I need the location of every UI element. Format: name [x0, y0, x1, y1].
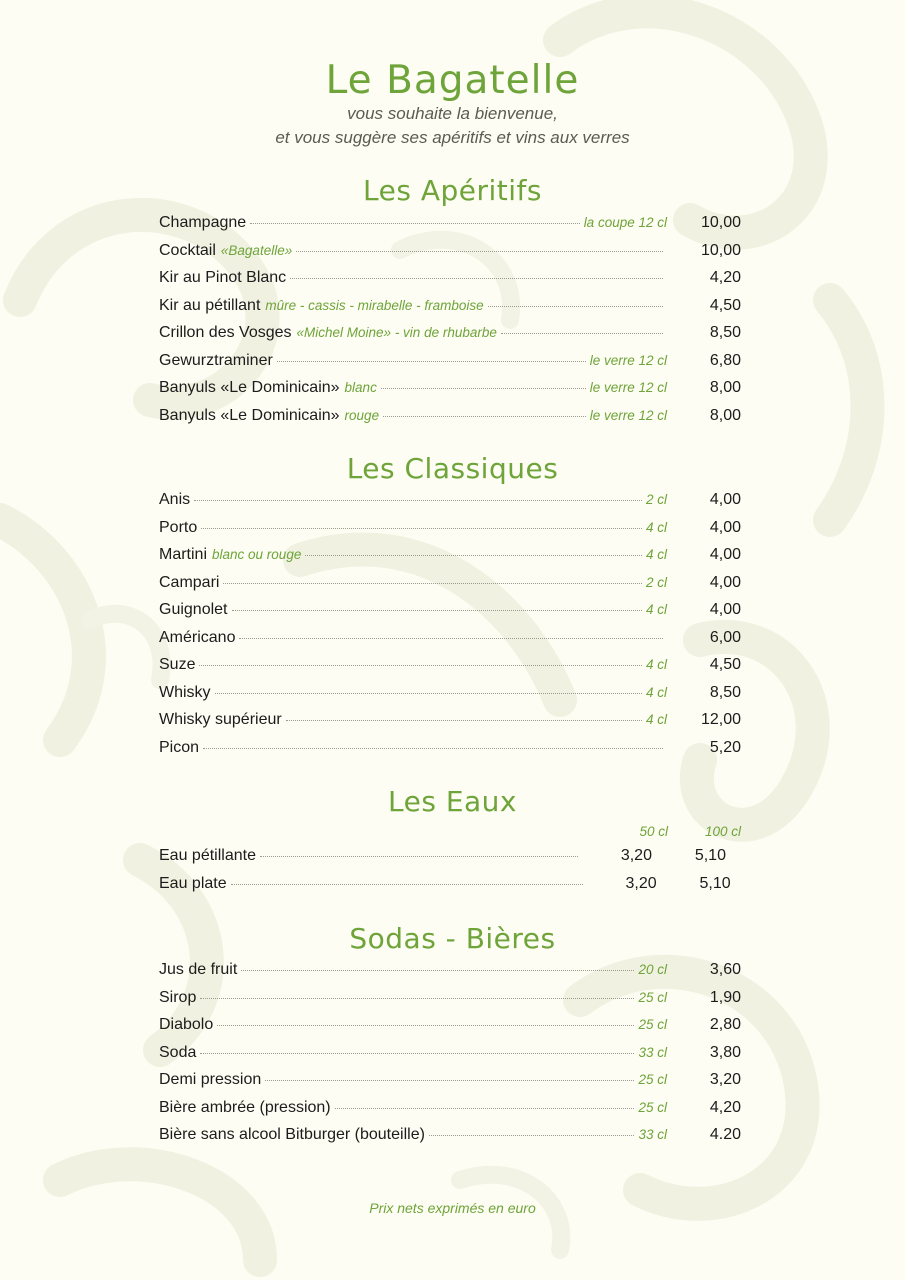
menu-item-row	[159, 1044, 741, 1068]
water-row	[159, 847, 741, 871]
item-name: Jus de fruit	[159, 961, 238, 978]
item-price: 8,00	[709, 406, 741, 424]
item-name: Américano	[159, 628, 236, 646]
price-50cl: 3,20	[620, 847, 652, 864]
item-price: 4,00	[709, 546, 741, 563]
item-name: Bière sans alcool Bitburger (bouteille)	[159, 1126, 425, 1143]
menu-item-row	[159, 1016, 741, 1040]
item-name: Crillon des Vosges	[159, 324, 292, 341]
item-price: 4,20	[709, 269, 741, 286]
dot-leader	[241, 970, 634, 971]
item-name: Campari	[159, 573, 220, 591]
item-price: 6,80	[709, 351, 741, 369]
item-quantity: 25 cl	[638, 1017, 667, 1032]
item-quantity: 4 cl	[645, 602, 667, 617]
section-title-eaux: Les Eaux	[388, 785, 517, 818]
item-price: 1,90	[709, 988, 741, 1006]
dot-leader	[217, 1025, 634, 1026]
item-name: Kir au pétillant	[159, 296, 261, 314]
item-detail: «Michel Moine» - vin de rhubarbe	[296, 325, 497, 340]
item-quantity: 4 cl	[645, 712, 667, 727]
menu-item-row	[159, 656, 741, 680]
dot-leader	[381, 388, 586, 389]
dot-leader	[305, 555, 642, 556]
item-name: Porto	[159, 518, 198, 536]
item-price: 2,80	[709, 1016, 741, 1033]
section-title-aperitifs: Les Apéritifs	[363, 174, 542, 207]
item-price: 8,00	[709, 379, 741, 396]
item-detail: blanc	[344, 380, 377, 395]
item-price: 6,00	[709, 628, 741, 646]
item-name: Eau pétillante	[159, 847, 256, 864]
menu-item-row	[159, 961, 741, 985]
item-quantity: 4 cl	[645, 547, 667, 562]
menu-item-row	[159, 601, 741, 625]
price-50cl: 3,20	[625, 875, 657, 892]
column-head-100cl: 100 cl	[704, 824, 741, 839]
menu-item-row	[159, 269, 741, 293]
item-name: Diabolo	[159, 1016, 214, 1033]
column-head-50cl: 50 cl	[639, 824, 668, 839]
item-price: 10,00	[700, 241, 741, 259]
welcome-line: vous souhaite la bienvenue,	[347, 104, 558, 123]
item-price: 4,50	[709, 296, 741, 314]
item-name: Soda	[159, 1043, 197, 1061]
dot-leader	[239, 638, 663, 639]
dot-leader	[215, 693, 642, 694]
item-quantity: 4 cl	[645, 657, 667, 672]
item-quantity: le verre 12 cl	[589, 407, 667, 423]
dot-leader	[277, 361, 586, 362]
menu-item-row	[159, 519, 741, 543]
item-quantity: 25 cl	[638, 1099, 667, 1115]
dot-leader	[296, 251, 663, 252]
dot-leader	[194, 500, 642, 501]
item-quantity: le verre 12 cl	[589, 352, 667, 368]
menu-item-row	[159, 352, 741, 376]
item-name: Kir au Pinot Blanc	[159, 269, 287, 286]
dot-leader	[201, 528, 642, 529]
item-price: 4,00	[709, 518, 741, 536]
item-quantity: le verre 12 cl	[589, 380, 667, 395]
item-quantity: 25 cl	[638, 989, 667, 1005]
dot-leader	[501, 333, 663, 334]
menu-item-row	[159, 1126, 741, 1150]
item-name: Guignolet	[159, 601, 228, 618]
menu-item-row	[159, 574, 741, 598]
item-quantity: 2 cl	[645, 492, 667, 507]
item-name: Whisky supérieur	[159, 711, 282, 728]
item-name: Picon	[159, 738, 200, 756]
item-price: 3,60	[709, 961, 741, 978]
menu-item-row	[159, 324, 741, 348]
menu-item-row	[159, 1099, 741, 1123]
restaurant-name: Le Bagatelle	[325, 58, 580, 103]
item-quantity: 33 cl	[638, 1127, 667, 1142]
dot-leader	[383, 416, 586, 417]
water-row	[159, 875, 741, 899]
item-name: Whisky	[159, 683, 211, 701]
dot-leader	[199, 665, 642, 666]
section-title-classiques: Les Classiques	[346, 452, 559, 485]
dot-leader	[260, 856, 578, 857]
dot-leader	[231, 884, 583, 885]
dot-leader	[200, 998, 634, 999]
item-price: 4,00	[709, 573, 741, 591]
menu-item-row	[159, 684, 741, 708]
item-detail: «Bagatelle»	[220, 242, 293, 258]
item-price: 3,20	[709, 1071, 741, 1088]
menu-item-row	[159, 739, 741, 763]
item-name: Champagne	[159, 214, 247, 231]
item-quantity: 2 cl	[645, 574, 667, 590]
dot-leader	[488, 306, 663, 307]
dot-leader	[232, 610, 642, 611]
item-quantity: 33 cl	[638, 1044, 667, 1060]
item-name: Suze	[159, 656, 196, 673]
dot-leader	[200, 1053, 634, 1054]
item-name: Demi pression	[159, 1071, 262, 1088]
item-quantity: 20 cl	[638, 962, 667, 977]
item-price: 4,00	[709, 491, 741, 508]
item-name: Banyuls «Le Dominicain»	[159, 406, 340, 424]
item-price: 4,50	[709, 656, 741, 673]
item-price: 4,20	[709, 1098, 741, 1116]
item-price: 5,20	[709, 738, 741, 756]
item-name: Gewurztraminer	[159, 351, 273, 369]
menu-item-row	[159, 407, 741, 431]
menu-item-row	[159, 711, 741, 735]
item-price: 8,50	[709, 683, 741, 701]
menu-item-row	[159, 491, 741, 515]
menu-item-row	[159, 1071, 741, 1095]
dot-leader	[429, 1135, 635, 1136]
item-price: 4,00	[709, 601, 741, 618]
item-quantity: la coupe 12 cl	[583, 215, 667, 230]
item-price: 10,00	[700, 214, 741, 231]
item-quantity: 4 cl	[645, 684, 667, 700]
item-quantity: 25 cl	[638, 1072, 667, 1087]
dot-leader	[335, 1108, 635, 1109]
item-price: 3,80	[709, 1043, 741, 1061]
price-100cl: 5,10	[699, 875, 731, 892]
section-title-sodas: Sodas - Bières	[349, 922, 556, 955]
item-name: Martini	[159, 546, 208, 563]
dot-leader	[286, 720, 642, 721]
item-detail: rouge	[344, 407, 380, 423]
dot-leader	[250, 223, 580, 224]
menu-item-row	[159, 297, 741, 321]
item-price: 4.20	[709, 1126, 741, 1143]
price-100cl: 5,10	[694, 847, 726, 864]
item-name: Eau plate	[159, 875, 227, 892]
item-detail: blanc ou rouge	[212, 547, 302, 562]
dot-leader	[223, 583, 642, 584]
menu-item-row	[159, 546, 741, 570]
menu-item-row	[159, 989, 741, 1013]
dot-leader	[265, 1080, 634, 1081]
item-name: Bière ambrée (pression)	[159, 1098, 331, 1116]
price-note: Prix nets exprimés en euro	[369, 1200, 536, 1216]
dot-leader	[290, 278, 663, 279]
item-name: Anis	[159, 491, 191, 508]
dot-leader	[203, 748, 663, 749]
item-quantity: 4 cl	[645, 519, 667, 535]
item-detail: mûre - cassis - mirabelle - framboise	[265, 297, 484, 313]
menu-item-row	[159, 629, 741, 653]
item-name: Sirop	[159, 988, 197, 1006]
item-price: 8,50	[709, 324, 741, 341]
item-name: Banyuls «Le Dominicain»	[159, 379, 340, 396]
menu-item-row	[159, 214, 741, 238]
item-name: Cocktail	[159, 241, 216, 259]
menu-item-row	[159, 242, 741, 266]
item-price: 12,00	[700, 711, 741, 728]
suggestion-line: et vous suggère ses apéritifs et vins aux verres	[275, 128, 630, 147]
menu-item-row	[159, 379, 741, 403]
